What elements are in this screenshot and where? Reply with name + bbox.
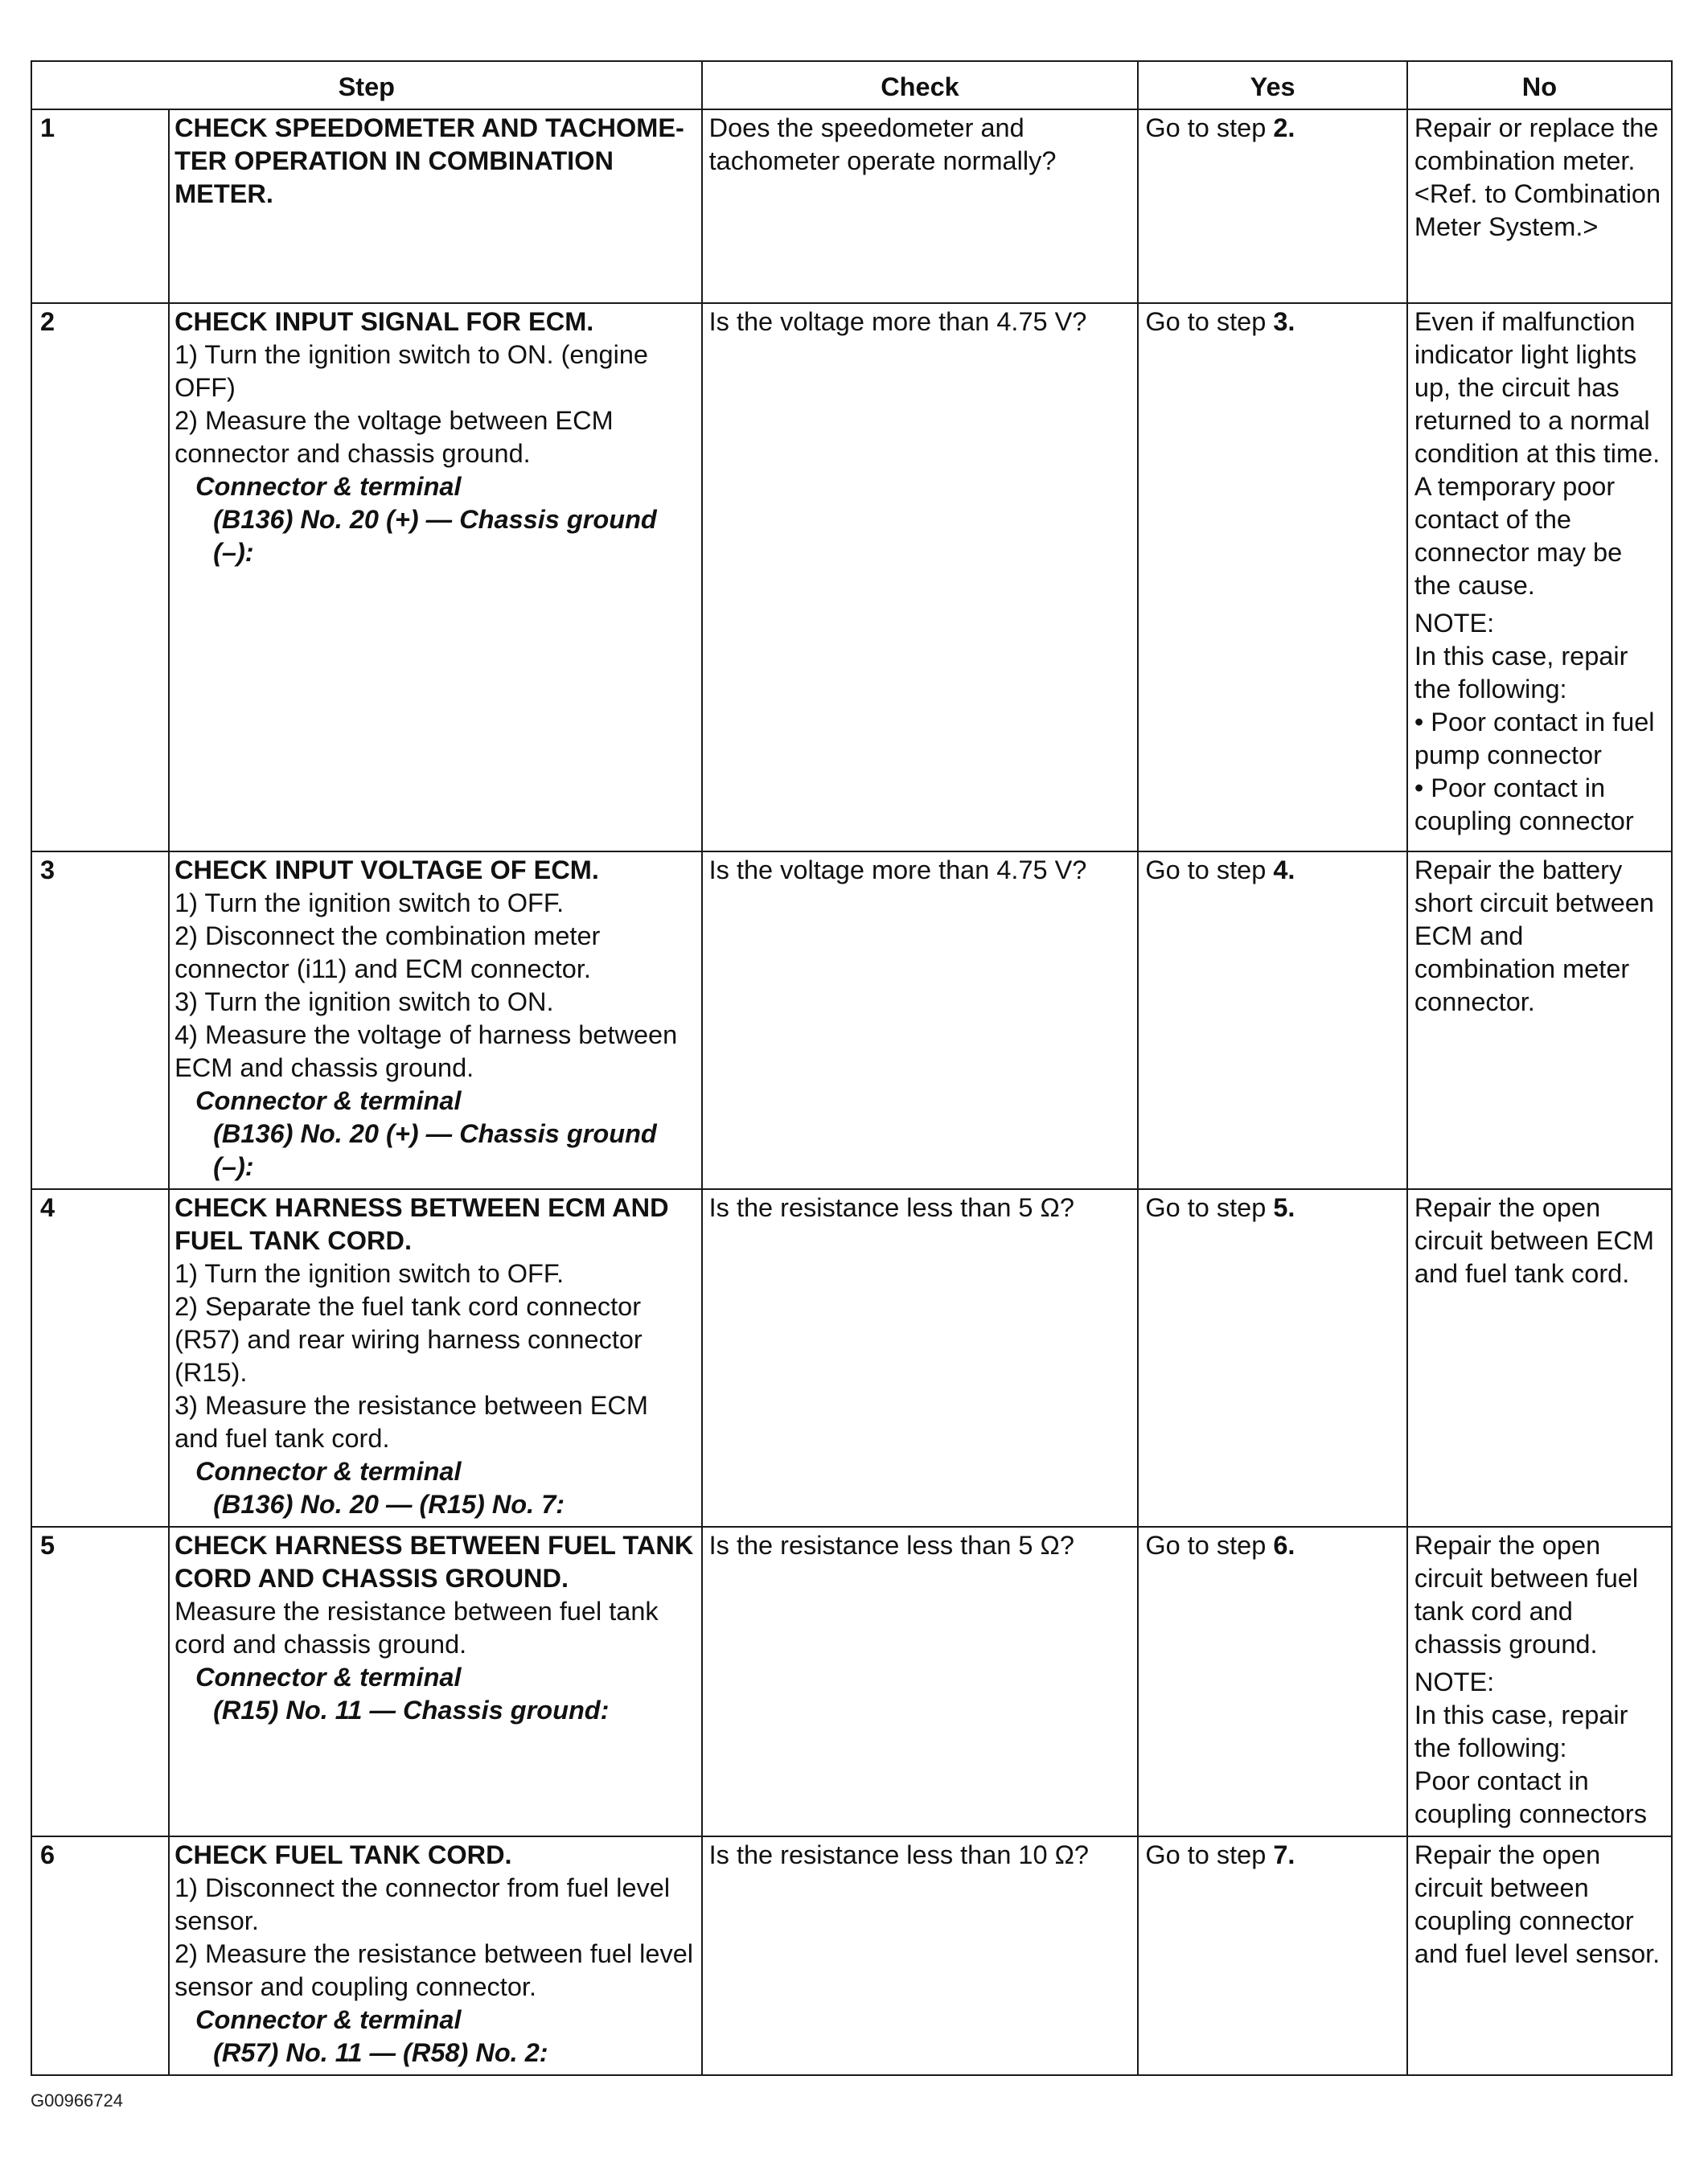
step-title: CHECK HARNESS BETWEEN ECM AND FUEL TANK CORD. [174,1193,669,1255]
no-cell [1407,1189,1672,1527]
step-instruction: 2) Separate the fuel tank cord connector (R57) and rear wiring harness connector (R15). [174,1292,643,1387]
yes-step-number: 2. [1273,113,1295,142]
check-cell: Is the voltage more than 4.75 V? [702,851,1139,1189]
document-code: G00966724 [31,2090,123,2111]
check-cell: Is the resistance less than 5 Ω? [702,1527,1139,1836]
diagnostic-table [31,60,1673,2076]
connector-label: Connector & terminal [195,472,462,501]
yes-prefix: Go to step [1145,855,1274,884]
note-heading: NOTE: [1414,609,1495,638]
no-cell [1407,303,1672,851]
yes-prefix: Go to step [1145,1840,1274,1869]
step-instruction: 1) Turn the ignition switch to OFF. [174,888,565,917]
step-instruction: 2) Disconnect the combination meter connector (i11) and ECM connector. [174,921,601,983]
connector-terminal: (B136) No. 20 — (R15) No. 7: [213,1490,565,1519]
yes-cell [1138,1189,1407,1527]
connector-label: Connector & terminal [195,1457,462,1486]
no-cell [1407,1836,1672,2075]
step-number: 6 [31,1836,169,2075]
connector-terminal: (B136) No. 20 (+) — Chassis ground (–): [213,505,657,567]
step-number: 4 [31,1189,169,1527]
header-row [31,61,1672,109]
step-instruction: 2) Measure the resistance between fuel level sensor and coupling connector. [174,1939,694,2001]
step-title: CHECK SPEEDOMETER AND TACHOME-TER OPERATION IN COMBINATION METER. [174,113,684,208]
step-cell [169,109,702,303]
no-action: Even if malfunction indicator light lights up, the circuit has returned to a normal condition at this time. A temporary poor contact of the connector may be the cause. [1414,307,1661,600]
yes-prefix: Go to step [1145,307,1274,336]
step-instruction: 4) Measure the voltage of harness between ECM and chassis ground. [174,1020,678,1082]
note-text: In this case, repair the following: [1414,1700,1628,1762]
step-instruction: 3) Measure the resistance between ECM and fuel tank cord. [174,1391,648,1453]
check-cell: Is the resistance less than 10 Ω? [702,1836,1139,2075]
no-cell [1407,1527,1672,1836]
connector-terminal: (R57) No. 11 — (R58) No. 2: [213,2038,548,2067]
step-instruction: 1) Disconnect the connector from fuel level sensor. [174,1873,671,1935]
no-cell [1407,109,1672,303]
check-cell: Is the resistance less than 5 Ω? [702,1189,1139,1527]
connector-terminal: (B136) No. 20 (+) — Chassis ground (–): [213,1119,657,1181]
note-heading: NOTE: [1414,1668,1495,1696]
table-row [31,109,1672,303]
connector-terminal: (R15) No. 11 — Chassis ground: [213,1696,610,1725]
note-text: In this case, repair the following: [1414,642,1628,704]
no-action: Repair the open circuit between fuel tank cord and chassis ground. [1414,1531,1639,1659]
connector-label: Connector & terminal [195,1663,462,1692]
step-title: CHECK FUEL TANK CORD. [174,1840,512,1869]
check-cell: Does the speedometer and tachometer operate normally? [702,109,1139,303]
note-text: • Poor contact in coupling connector [1414,773,1634,835]
note-text: • Poor contact in fuel pump connector [1414,708,1655,769]
yes-cell [1138,1836,1407,2075]
step-instruction: 2) Measure the voltage between ECM connector and chassis ground. [174,406,614,468]
no-action: Repair the open circuit between ECM and fuel tank cord. [1414,1193,1654,1288]
no-action: Repair the battery short circuit between ECM and combination meter connector. [1414,855,1654,1016]
table-row [31,1836,1672,2075]
yes-step-number: 4. [1273,855,1295,884]
table-row [31,303,1672,851]
table-row [31,851,1672,1189]
step-cell [169,851,702,1189]
table-row [31,1189,1672,1527]
note-text: Poor contact in coupling connectors [1414,1766,1647,1828]
connector-label: Connector & terminal [195,1086,462,1115]
no-action: Repair the open circuit between coupling connector and fuel level sensor. [1414,1840,1661,1968]
yes-prefix: Go to step [1145,1531,1274,1560]
yes-step-number: 7. [1273,1840,1295,1869]
yes-cell [1138,303,1407,851]
step-title: CHECK HARNESS BETWEEN FUEL TANK CORD AND CHASSIS GROUND. [174,1531,694,1593]
step-instruction: 3) Turn the ignition switch to ON. [174,987,554,1016]
step-cell [169,303,702,851]
yes-cell [1138,109,1407,303]
step-number: 1 [31,109,169,303]
yes-step-number: 6. [1273,1531,1295,1560]
step-number: 5 [31,1527,169,1836]
check-cell: Is the voltage more than 4.75 V? [702,303,1139,851]
no-cell [1407,851,1672,1189]
step-title: CHECK INPUT SIGNAL FOR ECM. [174,307,594,336]
yes-cell [1138,851,1407,1189]
step-title: CHECK INPUT VOLTAGE OF ECM. [174,855,599,884]
yes-cell [1138,1527,1407,1836]
step-instruction: 1) Turn the ignition switch to ON. (engine OFF) [174,340,648,402]
step-number: 3 [31,851,169,1189]
step-instruction: Measure the resistance between fuel tank cord and chassis ground. [174,1597,659,1659]
step-instruction: 1) Turn the ignition switch to OFF. [174,1259,565,1288]
table-body [31,109,1672,2075]
header-no: No [1407,61,1672,109]
header-check: Check [702,61,1139,109]
yes-prefix: Go to step [1145,113,1274,142]
yes-step-number: 3. [1273,307,1295,336]
step-cell [169,1189,702,1527]
table-row [31,1527,1672,1836]
connector-label: Connector & terminal [195,2005,462,2034]
yes-prefix: Go to step [1145,1193,1274,1222]
header-step: Step [31,61,702,109]
header-yes: Yes [1138,61,1407,109]
no-action: Repair or replace the combination meter. <Ref. to Combination Meter System.> [1414,113,1661,241]
step-number: 2 [31,303,169,851]
step-cell [169,1836,702,2075]
yes-step-number: 5. [1273,1193,1295,1222]
step-cell [169,1527,702,1836]
